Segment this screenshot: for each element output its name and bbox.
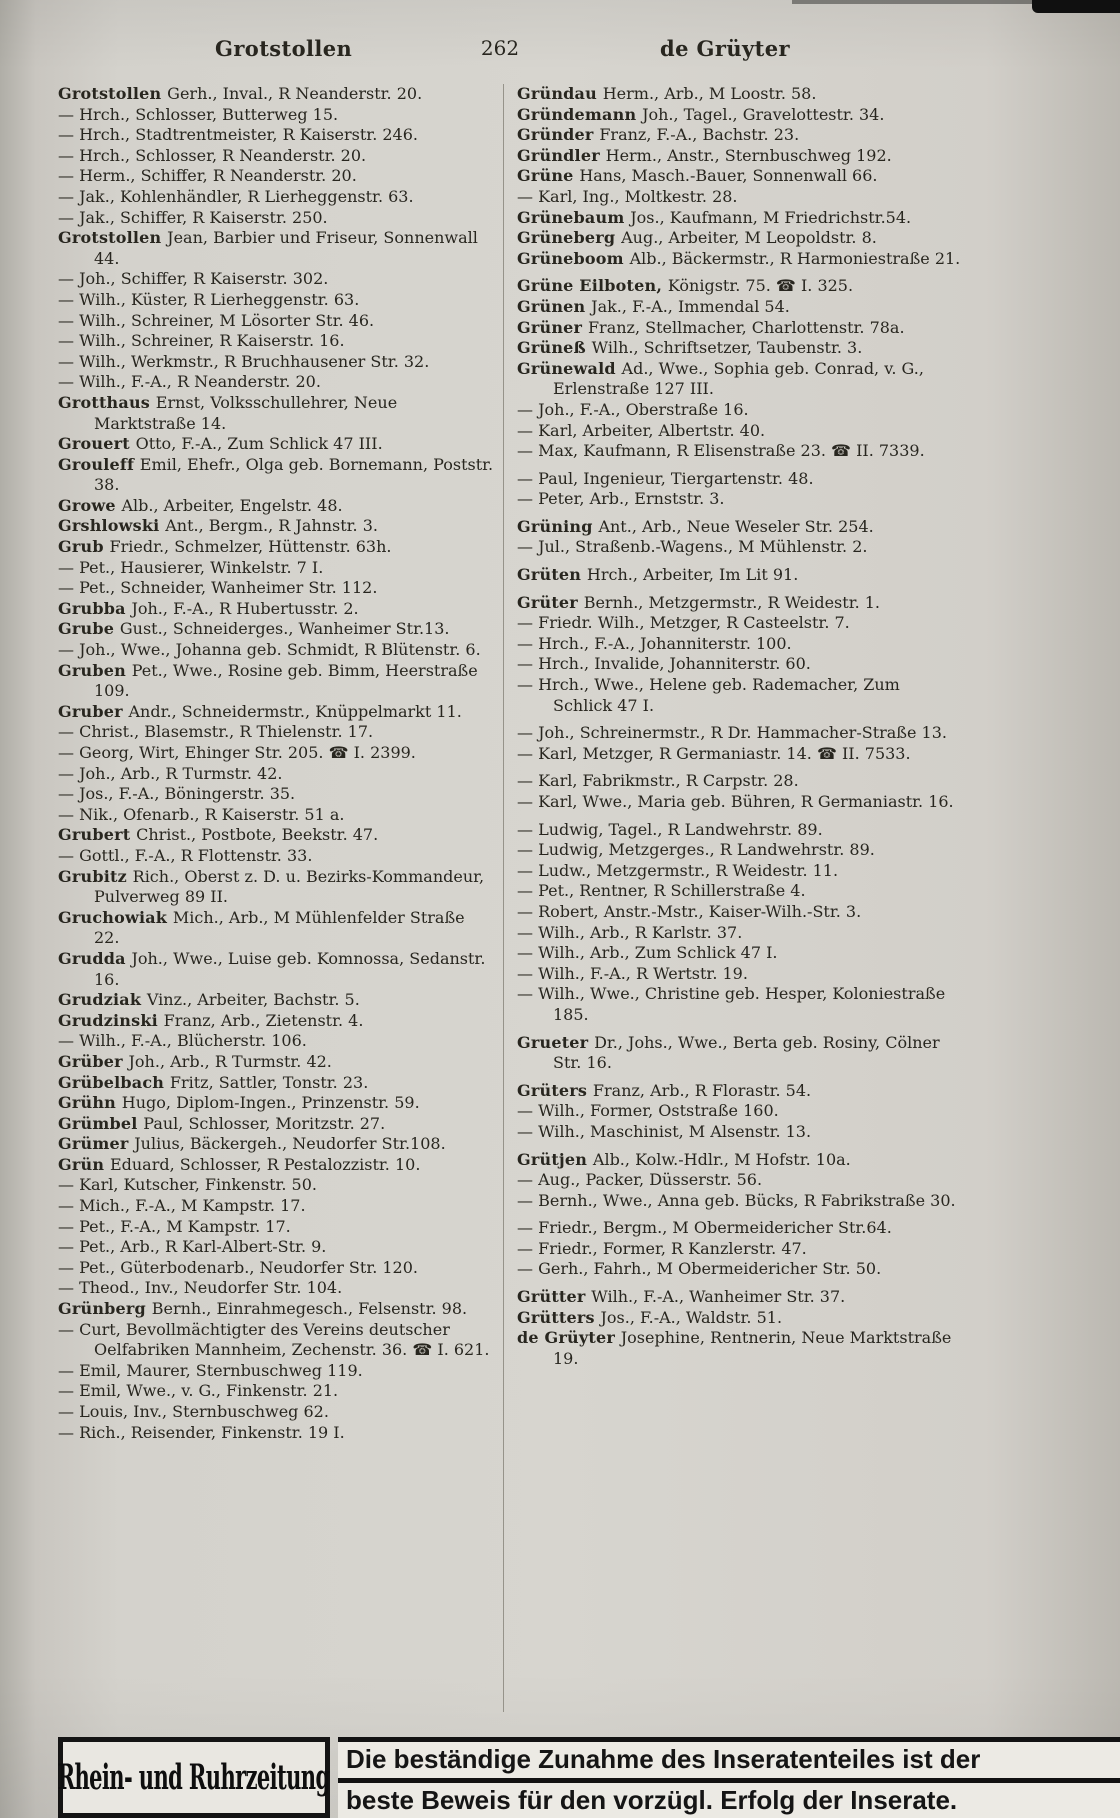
directory-entry: — Pet., Schneider, Wanheimer Str. 112. [58, 578, 378, 598]
directory-entry: — Wilh., Werkmstr., R Bruchhausener Str. 32. [58, 351, 430, 371]
directory-entry: — Christ., Blasemstr., R Thielenstr. 17. [58, 722, 374, 742]
entry-surname: Grübelbach [58, 1072, 170, 1092]
entry-surname: Grüner [517, 317, 588, 337]
entry-surname: Growe [58, 495, 122, 515]
directory-entry: Grüner Franz, Stellmacher, Charlottenstr. 78a. [517, 317, 905, 337]
entry-surname: Gründau [517, 84, 603, 103]
entry-surname: Grudda [58, 948, 132, 968]
ad-line-2: beste Beweis für den vorzügl. Erfolg der Inserate. [338, 1783, 1120, 1818]
advertisement-text [338, 1737, 1120, 1818]
column-divider [503, 84, 504, 1712]
directory-entry: Gruchowiak Mich., Arb., M Mühlenfelder Straße 22. [58, 907, 465, 948]
advertisement [58, 1737, 1120, 1818]
directory-entry: — Emil, Wwe., v. G., Finkenstr. 21. [58, 1381, 339, 1401]
newspaper-logo-box [58, 1737, 330, 1818]
directory-entry: — Joh., Arb., R Turmstr. 42. [58, 763, 283, 783]
directory-entry: Grouleff Emil, Ehefr., Olga geb. Bornemann, Poststr. 38. [58, 454, 494, 495]
entry-surname: Grudzinski [58, 1010, 164, 1030]
entry-surname: Grüning [517, 516, 599, 536]
entry-surname: Grouert [58, 434, 136, 454]
directory-entry: — Wilh., F.-A., R Neanderstr. 20. [58, 372, 321, 392]
page-header [0, 36, 1120, 64]
directory-entry: Gründler Herm., Anstr., Sternbuschweg 192. [517, 145, 892, 165]
directory-entry: — Friedr., Bergm., M Obermeidericher Str.64. [517, 1218, 892, 1238]
entry-surname: Grütters [517, 1307, 601, 1327]
newspaper-logo: Rhein- und Ruhrzeitung [58, 1757, 330, 1798]
directory-entry: Grünewald Ad., Wwe., Sophia geb. Conrad, v. G., Erlenstraße 127 III. [517, 358, 924, 399]
directory-entry: Grübelbach Fritz, Sattler, Tonstr. 23. [58, 1072, 369, 1092]
directory-entry: Grueter Dr., Johs., Wwe., Berta geb. Rosiny, Cölner Str. 16. [517, 1032, 940, 1073]
directory-entry: — Friedr., Former, R Kanzlerstr. 47. [517, 1238, 807, 1258]
entry-surname: Grotthaus [58, 392, 156, 412]
directory-entry: Grütters Jos., F.-A., Waldstr. 51. [517, 1307, 783, 1327]
directory-entry: — Theod., Inv., Neudorfer Str. 104. [58, 1278, 343, 1298]
directory-entry: — Wilh., F.-A., R Wertstr. 19. [517, 963, 748, 983]
entry-surname: de Grüyter [517, 1328, 621, 1348]
directory-entry: — Louis, Inv., Sternbuschweg 62. [58, 1402, 329, 1421]
entry-surname: Grüne Eilboten, [517, 276, 668, 296]
directory-entry: — Wilh., F.-A., Blücherstr. 106. [58, 1031, 307, 1051]
directory-entry: Grüning Ant., Arb., Neue Weseler Str. 254. [517, 516, 874, 536]
entry-surname: Gründemann [517, 104, 643, 124]
directory-entry: — Nik., Ofenarb., R Kaiserstr. 51 a. [58, 804, 345, 824]
directory-entry: Grüneß Wilh., Schriftsetzer, Taubenstr. 3. [517, 338, 863, 358]
directory-entry: — Wilh., Former, Oststraße 160. [517, 1101, 779, 1121]
directory-entry: — Karl, Kutscher, Finkenstr. 50. [58, 1175, 317, 1195]
directory-entry: — Wilh., Arb., Zum Schlick 47 I. [517, 943, 778, 963]
directory-entry: — Jak., Kohlenhändler, R Lierheggenstr. 63. [58, 186, 414, 206]
entry-surname: Grshlowski [58, 516, 166, 536]
directory-entry: Grüneberg Aug., Arbeiter, M Leopoldstr. 8. [517, 228, 877, 248]
directory-entry: — Ludw., Metzgermstr., R Weidestr. 11. [517, 860, 839, 880]
entry-surname: Grümer [58, 1134, 135, 1154]
directory-entry: Grouert Otto, F.-A., Zum Schlick 47 III. [58, 434, 383, 454]
entry-surname: Grüter [517, 592, 584, 612]
directory-entry: — Ludwig, Metzgerges., R Landwehrstr. 89. [517, 840, 875, 860]
directory-entry: — Emil, Maurer, Sternbuschweg 119. [58, 1360, 363, 1380]
directory-entry: — Pet., Hausierer, Winkelstr. 7 I. [58, 557, 324, 577]
directory-entry: — Aug., Packer, Düsserstr. 56. [517, 1170, 763, 1190]
directory-entry: Grünebaum Jos., Kaufmann, M Friedrichstr.54. [517, 207, 912, 227]
entry-surname: Grünebaum [517, 207, 631, 227]
scan-artifact-top-edge [792, 0, 1032, 4]
directory-entry: Grünen Jak., F.-A., Immendal 54. [517, 296, 790, 316]
directory-entry: — Georg, Wirt, Ehinger Str. 205. ☎ I. 2399. [58, 743, 416, 762]
directory-entry: Grotthaus Ernst, Volksschullehrer, Neue Marktstraße 14. [58, 392, 398, 433]
directory-entry: — Joh., Wwe., Johanna geb. Schmidt, R Blütenstr. 6. [58, 640, 481, 660]
directory-entry: Grudziak Vinz., Arbeiter, Bachstr. 5. [58, 990, 360, 1010]
directory-entry: Gründer Franz, F.-A., Bachstr. 23. [517, 125, 800, 145]
page-number: 262 [480, 36, 520, 60]
entry-surname: Grühn [58, 1093, 122, 1113]
entry-surname: Grüneboom [517, 248, 630, 268]
directory-entry: — Robert, Anstr.-Mstr., Kaiser-Wilh.-Str. 3. [517, 901, 862, 921]
directory-entry: Grubert Christ., Postbote, Beekstr. 47. [58, 825, 379, 845]
entry-surname: Grünen [517, 296, 592, 316]
directory-entry: — Pet., F.-A., M Kampstr. 17. [58, 1216, 291, 1236]
directory-entry: — Hrch., Wwe., Helene geb. Rademacher, Zum Schlick 47 I. [517, 675, 900, 715]
entry-surname: Grünberg [58, 1299, 152, 1319]
directory-entry: — Mich., F.-A., M Kampstr. 17. [58, 1196, 306, 1216]
directory-entry: — Pet., Güterbodenarb., Neudorfer Str. 120. [58, 1257, 418, 1277]
directory-entry: — Wilh., Maschinist, M Alsenstr. 13. [517, 1121, 812, 1141]
entry-surname: Grub [58, 537, 110, 557]
directory-entry: — Hrch., Schlosser, Butterweg 15. [58, 104, 339, 124]
directory-entry: — Jos., F.-A., Böningerstr. 35. [58, 784, 296, 804]
directory-entry: — Karl, Fabrikmstr., R Carpstr. 28. [517, 771, 799, 791]
entry-surname: Grütjen [517, 1149, 593, 1169]
directory-entry: Grütter Wilh., F.-A., Wanheimer Str. 37. [517, 1287, 846, 1307]
entry-surname: Grünewald [517, 358, 622, 378]
directory-entry: — Curt, Bevollmächtigter des Vereins deutscher Oelfabriken Mannheim, Zechenstr. 36. ☎ I. 621. [58, 1319, 490, 1360]
directory-entry: — Hrch., Stadtrentmeister, R Kaiserstr. 246. [58, 125, 418, 145]
entry-surname: Gründler [517, 145, 606, 165]
directory-entry: — Ludwig, Tagel., R Landwehrstr. 89. [517, 819, 823, 839]
directory-entry: — Karl, Metzger, R Germaniastr. 14. ☎ II. 7533. [517, 743, 911, 763]
entry-surname: Grubert [58, 825, 137, 845]
directory-entry: Grühn Hugo, Diplom-Ingen., Prinzenstr. 59. [58, 1093, 420, 1113]
directory-entry: — Wilh., Wwe., Christine geb. Hesper, Koloniestraße 185. [517, 984, 946, 1024]
directory-entry: — Joh., Schiffer, R Kaiserstr. 302. [58, 269, 329, 289]
directory-entry: Grubba Joh., F.-A., R Hubertusstr. 2. [58, 598, 359, 618]
entry-surname: Grün [58, 1154, 110, 1174]
directory-entry: — Joh., F.-A., Oberstraße 16. [517, 399, 749, 419]
entry-surname: Grotstollen [58, 84, 168, 103]
header-keyword-right: de Grüyter [660, 36, 790, 61]
entry-surname: Grütter [517, 1287, 592, 1307]
ad-line-1: Die beständige Zunahme des Inseratenteiles ist der [338, 1742, 1120, 1778]
entry-surname: Grueter [517, 1032, 595, 1052]
entry-surname: Gründer [517, 125, 600, 145]
directory-entry: Gruber Andr., Schneidermstr., Knüppelmarkt 11. [58, 701, 462, 721]
directory-entry: Grüber Joh., Arb., R Turmstr. 42. [58, 1051, 332, 1071]
directory-column-left [58, 84, 494, 1443]
directory-entry: — Max, Kaufmann, R Elisenstraße 23. ☎ II. 7339. [517, 441, 925, 461]
directory-entry: — Gerh., Fahrh., M Obermeidericher Str. 50. [517, 1259, 882, 1279]
directory-entry: — Hrch., Schlosser, R Neanderstr. 20. [58, 145, 367, 165]
directory-entry: — Wilh., Schreiner, R Kaiserstr. 16. [58, 331, 345, 351]
entry-surname: Grouleff [58, 454, 140, 474]
entry-surname: Grudziak [58, 990, 147, 1010]
directory-entry: Grotstollen Jean, Barbier und Friseur, Sonnenwall 44. [58, 228, 478, 268]
directory-entry: — Joh., Schreinermstr., R Dr. Hammacher-Straße 13. [517, 723, 947, 743]
directory-entry: — Karl, Wwe., Maria geb. Bühren, R Germaniastr. 16. [517, 792, 954, 811]
directory-entry: Grüter Bernh., Metzgermstr., R Weidestr. 1. [517, 592, 881, 612]
directory-entry: Grüters Franz, Arb., R Florastr. 54. [517, 1080, 812, 1100]
directory-entry: Grudzinski Franz, Arb., Zietenstr. 4. [58, 1010, 364, 1030]
directory-entry: — Wilh., Schreiner, M Lösorter Str. 46. [58, 310, 375, 330]
directory-entry: Grube Gust., Schneiderges., Wanheimer Str.13. [58, 619, 450, 639]
entry-surname: Grüneberg [517, 228, 622, 248]
entry-surname: Grotstollen [58, 228, 168, 248]
directory-entry: — Jak., Schiffer, R Kaiserstr. 250. [58, 207, 328, 227]
directory-entry: — Gottl., F.-A., R Flottenstr. 33. [58, 845, 313, 865]
entry-surname: Gruben [58, 660, 132, 680]
directory-entry: — Karl, Ing., Moltkestr. 28. [517, 186, 738, 206]
directory-entry: Grümer Julius, Bäckergeh., Neudorfer Str.108. [58, 1134, 446, 1154]
entry-surname: Grüneß [517, 338, 592, 358]
directory-entry: Gruben Pet., Wwe., Rosine geb. Bimm, Heerstraße 109. [58, 660, 478, 701]
directory-entry: Grüten Hrch., Arbeiter, Im Lit 91. [517, 565, 799, 585]
directory-entry: Grümbel Paul, Schlosser, Moritzstr. 27. [58, 1113, 386, 1133]
directory-entry: — Herm., Schiffer, R Neanderstr. 20. [58, 166, 357, 186]
directory-entry: Gründemann Joh., Tagel., Gravelottestr. 34. [517, 104, 885, 124]
directory-entry: — Pet., Rentner, R Schillerstraße 4. [517, 881, 806, 901]
entry-surname: Grüne [517, 166, 580, 186]
directory-entry: Grütjen Alb., Kolw.-Hdlr., M Hofstr. 10a. [517, 1149, 851, 1169]
directory-entry: — Jul., Straßenb.-Wagens., M Mühlenstr. 2. [517, 537, 868, 557]
entry-surname: Grüber [58, 1051, 129, 1071]
directory-entry: — Karl, Arbeiter, Albertstr. 40. [517, 420, 766, 440]
directory-entry: Grub Friedr., Schmelzer, Hüttenstr. 63h. [58, 537, 392, 557]
directory-entry: — Peter, Arb., Ernststr. 3. [517, 489, 725, 509]
entry-surname: Grubitz [58, 866, 133, 886]
entry-surname: Grümbel [58, 1113, 144, 1133]
directory-entry: — Friedr. Wilh., Metzger, R Casteelstr. 7. [517, 613, 850, 633]
directory-entry: — Bernh., Wwe., Anna geb. Bücks, R Fabrikstraße 30. [517, 1190, 956, 1210]
directory-entry: Grün Eduard, Schlosser, R Pestalozzistr. 10. [58, 1154, 421, 1174]
directory-entry: — Wilh., Küster, R Lierheggenstr. 63. [58, 289, 360, 309]
directory-entry: Grüne Hans, Masch.-Bauer, Sonnenwall 66. [517, 166, 878, 186]
entry-surname: Gruber [58, 701, 129, 721]
directory-entry: Grubitz Rich., Oberst z. D. u. Bezirks-Kommandeur, Pulverweg 89 II. [58, 866, 485, 907]
directory-entry: — Hrch., F.-A., Johanniterstr. 100. [517, 633, 792, 653]
header-keyword-left: Grotstollen [215, 36, 353, 61]
directory-entry: Grünberg Bernh., Einrahmegesch., Felsenstr. 98. [58, 1299, 468, 1319]
entry-surname: Grube [58, 619, 120, 639]
directory-entry: Grüneboom Alb., Bäckermstr., R Harmoniestraße 21. [517, 248, 961, 268]
directory-entry: Grüne Eilboten, Königstr. 75. ☎ I. 325. [517, 276, 854, 296]
directory-entry: — Wilh., Arb., R Karlstr. 37. [517, 922, 743, 942]
entry-surname: Grüters [517, 1080, 593, 1100]
directory-entry: Grotstollen Gerh., Inval., R Neanderstr. 20. [58, 84, 423, 103]
entry-surname: Gruchowiak [58, 907, 173, 927]
directory-entry: de Grüyter Josephine, Rentnerin, Neue Marktstraße 19. [517, 1328, 952, 1368]
directory-entry: Grshlowski Ant., Bergm., R Jahnstr. 3. [58, 516, 378, 536]
entry-surname: Grüten [517, 565, 587, 585]
directory-entry: — Pet., Arb., R Karl-Albert-Str. 9. [58, 1237, 327, 1257]
directory-column-right [517, 84, 964, 1369]
directory-entry: — Hrch., Invalide, Johanniterstr. 60. [517, 654, 811, 674]
directory-entry: Gründau Herm., Arb., M Loostr. 58. [517, 84, 817, 103]
entry-surname: Grubba [58, 598, 132, 618]
directory-entry: Grudda Joh., Wwe., Luise geb. Komnossa, Sedanstr. 16. [58, 948, 486, 989]
directory-entry: Growe Alb., Arbeiter, Engelstr. 48. [58, 495, 343, 515]
directory-entry: — Rich., Reisender, Finkenstr. 19 I. [58, 1422, 345, 1442]
scan-artifact-top-right [1032, 0, 1120, 13]
directory-entry: — Paul, Ingenieur, Tiergartenstr. 48. [517, 468, 814, 488]
